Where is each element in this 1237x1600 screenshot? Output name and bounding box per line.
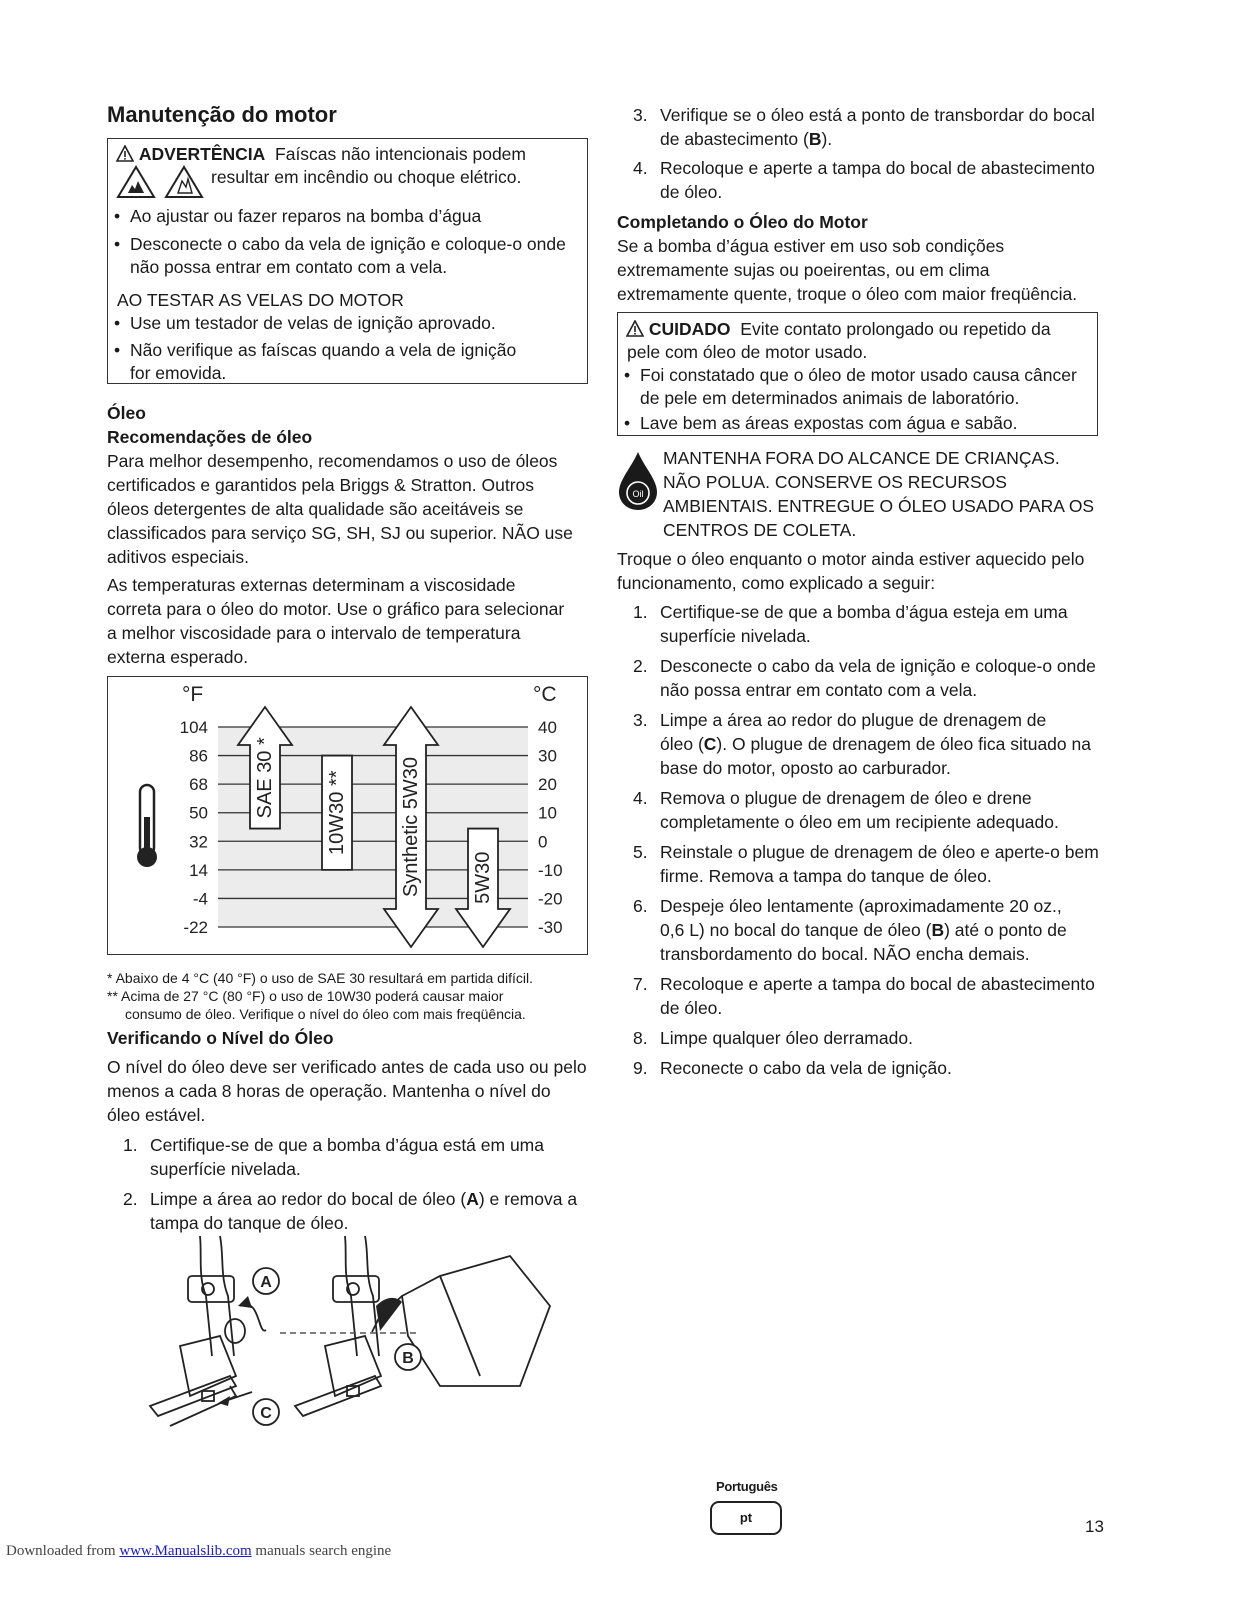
footnote-2-continued: consumo de óleo. Verifique o nível do óleo com mais freqüência. xyxy=(125,1006,526,1022)
warning-triangle-icon xyxy=(116,145,134,162)
change-oil-paragraph: Troque o óleo enquanto o motor ainda estiver aquecido pelo funcionamento, como explicado a seguir: xyxy=(617,549,1085,593)
oil-icon-text: Oil xyxy=(632,489,644,499)
caution-item: • Foi constatado que o óleo de motor usado causa câncer de pele em determinados animais de laboratório. xyxy=(618,364,1093,410)
label-c: C xyxy=(260,1405,272,1422)
unit-f: °F xyxy=(182,683,204,706)
list-item: 2. Desconecte o cabo da vela de ignição e coloque-o onde não possa entrar em contato com a vela. xyxy=(633,656,1096,700)
list-item: 1. Certifique-se de que a bomba d’água está em uma superfície nivelada. xyxy=(123,1135,544,1179)
f-tick-label: -4 xyxy=(192,889,208,909)
fire-shock-hazard-icon xyxy=(116,165,208,199)
viscosity-label: 5W30 xyxy=(472,851,494,904)
fill-oil-paragraph: Se a bomba d’água estiver em uso sob condições extremamente sujas ou poeirentas, ou em clima extremamente quente, troque o óleo com maior freqüência. xyxy=(617,236,1078,304)
warning-text-2: resultar em incêndio ou choque elétrico. xyxy=(211,167,522,187)
c-tick-label: 10 xyxy=(538,803,557,823)
oil-heading: Óleo xyxy=(107,403,146,423)
list-item: 5. Reinstale o plugue de drenagem de óleo e aperte-o bem firme. Remova a tampa do tanque de óleo. xyxy=(633,842,1099,886)
caution-label: CUIDADO xyxy=(648,319,731,339)
change-oil-steps xyxy=(617,600,1117,1080)
caution-text-2: pele com óleo de motor usado. xyxy=(627,342,868,362)
warning-box xyxy=(107,138,588,384)
list-item: 3. Limpe a área ao redor do plugue de drenagem de óleo (C). O plugue de drenagem de óleo fica situado na base do motor, oposto ao carburador. xyxy=(633,710,1091,778)
section-title: Manutenção do motor xyxy=(107,102,337,127)
caution-text-1: Evite contato prolongado ou repetido da xyxy=(740,319,1051,339)
thermometer-icon xyxy=(137,785,157,867)
list-item: 8. Limpe qualquer óleo derramado. xyxy=(633,1028,913,1048)
list-item: 6. Despeje óleo lentamente (aproximadamente 20 oz., 0,6 L) no bocal do tanque de óleo (B) até o ponto de transbordamento do bocal. NÃO encha demais. xyxy=(633,896,1067,964)
check-oil-paragraph: O nível do óleo deve ser verificado antes de cada uso ou pelo menos a cada 8 horas de operação. Mantenha o nível do óleo estável. xyxy=(107,1057,587,1125)
caution-item: • Lave bem as áreas expostas com água e sabão. xyxy=(618,412,1093,435)
f-tick-label: 86 xyxy=(189,746,208,766)
f-tick-label: 68 xyxy=(189,775,208,795)
viscosity-label: SAE 30 * xyxy=(254,737,276,819)
c-tick-label: -10 xyxy=(538,860,563,880)
footnote-1: * Abaixo de 4 °C (40 °F) o uso de SAE 30 resultará em partida difícil. xyxy=(107,970,533,986)
list-item: 3. Verifique se o óleo está a ponto de transbordar do bocal de abastecimento (B). xyxy=(633,105,1095,149)
recycle-notice: MANTENHA FORA DO ALCANCE DE CRIANÇAS. NÃO POLUA. CONSERVE OS RECURSOS AMBIENTAIS. ENTREGUE O ÓLEO USADO PARA OS CENTROS DE COLETA. xyxy=(663,448,1095,540)
warning-item: • Use um testador de velas de ignição aprovado. xyxy=(108,312,578,335)
oil-drop-recycle-icon xyxy=(617,450,659,512)
f-tick-label: 104 xyxy=(179,718,208,737)
manualslib-link[interactable]: www.Manualslib.com xyxy=(119,1543,252,1559)
list-item: 1. Certifique-se de que a bomba d’água esteja em uma superfície nivelada. xyxy=(633,602,1068,646)
label-a: A xyxy=(260,1274,272,1291)
c-tick-label: 0 xyxy=(538,832,548,852)
c-tick-label: -20 xyxy=(538,889,563,909)
viscosity-chart-svg xyxy=(108,677,587,954)
temperature-paragraph: As temperaturas externas determinam a viscosidade correta para o óleo do motor. Use o gráfico para selecionar a melhor viscosidade para o intervalo de temperatura externa esperado. xyxy=(107,575,565,667)
page-number: 13 xyxy=(1085,1517,1104,1536)
fill-oil-heading: Completando o Óleo do Motor xyxy=(617,212,868,232)
f-tick-label: 32 xyxy=(189,832,208,852)
warning-subhead: AO TESTAR AS VELAS DO MOTOR xyxy=(117,290,404,310)
f-tick-label: -22 xyxy=(183,918,208,937)
unit-c: °C xyxy=(533,683,557,706)
viscosity-chart xyxy=(107,676,588,955)
language-code: pt xyxy=(739,1510,753,1525)
oil-recommendations-paragraph: Para melhor desempenho, recomendamos o uso de óleos certificados e garantidos pela Briggs & Stratton. Outros óleos detergentes de alta qualidade são aceitáveis se classificados para serviço SG, SH, SJ ou superior. NÃO use aditivos especiais. xyxy=(107,451,573,567)
list-item: 4. Remova o plugue de drenagem de óleo e drene completamente o óleo em um recipiente adequado. xyxy=(633,788,1059,832)
download-footer: Downloaded from www.Manualslib.com manuals search engine xyxy=(6,1543,392,1559)
f-tick-label: 50 xyxy=(189,803,208,823)
check-oil-heading: Verificando o Nível do Óleo xyxy=(107,1028,334,1048)
c-tick-label: 30 xyxy=(538,746,557,766)
viscosity-label: Synthetic 5W30 xyxy=(400,756,422,898)
caution-triangle-icon xyxy=(626,320,644,337)
label-b: B xyxy=(402,1350,414,1367)
warning-item: • Ao ajustar ou fazer reparos na bomba d’água xyxy=(108,205,578,228)
viscosity-label: 10W30 ** xyxy=(326,770,348,855)
warning-item: • Não verifique as faíscas quando a vela de ignição for emovida. xyxy=(108,339,578,385)
warning-text-1: Faíscas não intencionais podem xyxy=(275,144,526,164)
check-oil-steps xyxy=(107,1133,587,1235)
caution-box xyxy=(617,312,1098,436)
language-tab xyxy=(710,1501,782,1535)
oil-fill-illustration xyxy=(140,1236,560,1436)
warning-label: ADVERTÊNCIA xyxy=(138,144,266,164)
check-oil-steps-continued xyxy=(617,103,1117,204)
f-tick-label: 14 xyxy=(189,860,208,880)
c-tick-label: -30 xyxy=(538,918,563,937)
list-item: 9. Reconecte o cabo da vela de ignição. xyxy=(633,1058,952,1078)
footnote-2: ** Acima de 27 °C (80 °F) o uso de 10W30 poderá causar maior xyxy=(107,988,504,1004)
list-item: 2. Limpe a área ao redor do bocal de óleo (A) e remova a tampa do tanque de óleo. xyxy=(123,1189,578,1233)
list-item: 7. Recoloque e aperte a tampa do bocal de abastecimento de óleo. xyxy=(633,974,1095,1018)
c-tick-label: 20 xyxy=(538,775,557,795)
warning-item: • Desconecte o cabo da vela de ignição e coloque-o onde não possa entrar em contato com a vela. xyxy=(108,233,578,279)
language-name: Português xyxy=(716,1479,778,1494)
list-item: 4. Recoloque e aperte a tampa do bocal de abastecimento de óleo. xyxy=(633,158,1095,202)
oil-recommendations-heading: Recomendações de óleo xyxy=(107,427,313,447)
c-tick-label: 40 xyxy=(538,718,557,737)
